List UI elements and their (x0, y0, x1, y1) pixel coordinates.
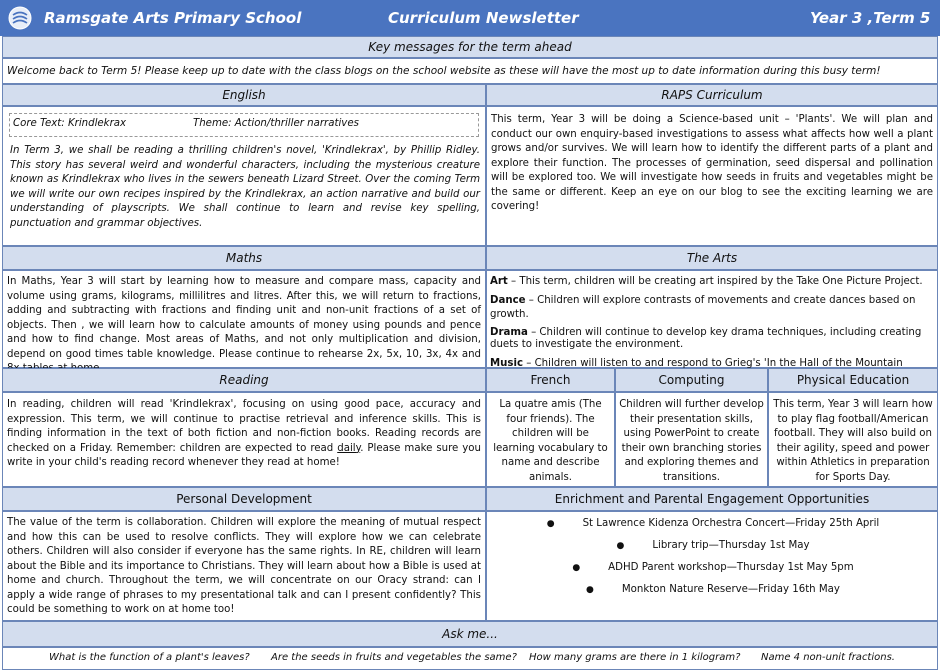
school-logo-icon (8, 6, 32, 30)
ask-me-questions (2, 647, 938, 670)
french-body: La quatre amis (The four friends). The children will be learning vocabulary to name and describe animals. (486, 392, 615, 487)
arts-item-art: Art – This term, children will be creating art inspired by the Take One Picture Project. (490, 276, 923, 287)
arts-item-drama: Drama – Children will continue to develop key drama techniques, including creating duets to investigate the environment. (490, 326, 922, 350)
english-body: In Term 3, we shall be reading a thrilling children's novel, 'Krindlekrax', by Phillip Ridley. This story has several weird and wonderful characters, including the mysterious creature known as Krindlekrax who lives in the sewers beneath Lizard Street. Over the coming Term we will write our own recipes inspired by the Krindlekrax, an action narrative and build our understanding of playscripts. We shall continue to learn and revise key spelling, punctuation and grammar objectives. (10, 145, 480, 229)
maths-body: In Maths, Year 3 will start by learning how to measure and compare mass, capacity and volume using grams, kilograms, millilitres and litres. After this, we will return to fractions, adding and subtracting with fractions and finding unit and non-unit fractions of a set of objects. Then , we will learn how to calculate amounts of money using pounds and pence and how to find change. Most areas of Maths, and not only multiplication and division, depend on good times table knowledge. Please continue to rehearse 2x, 5x, 10, 3x, 4x and (2, 270, 486, 368)
enrichment-item: ● Library trip—Thursday 1st May (487, 539, 939, 554)
key-messages-text: Welcome back to Term 5! Please keep up to date with the class blogs on the school website as these will have the most up to date information during this busy term! (2, 58, 938, 84)
bullet-icon: ● (616, 541, 625, 551)
ask-question: Are the seeds in fruits and vegetables the same? (271, 652, 517, 663)
school-name: Ramsgate Arts Primary School (44, 9, 302, 27)
arts-section (486, 270, 938, 368)
newsletter-title: Curriculum Newsletter (388, 9, 579, 27)
arts-heading-text: The Arts (686, 251, 738, 265)
header-bar (0, 0, 940, 36)
bullet-icon: ● (586, 585, 594, 595)
french-heading: French (486, 368, 615, 392)
english-heading: English (2, 84, 486, 106)
pe-heading: Physical Education (768, 368, 938, 392)
personal-body: The value of the term is collaboration. Children will explore the meaning of mutual respect and how this can be used to resolve conflicts. They will explore how we can celebrate others. Children will also consider if everyone has the same rights. In RE, children will learn about the Bible and its importance to Christians. They will learn about how a Bible is used at home and church. Throughout the term, we will concentrate on our Oracy strand: can I apply a wide range of phrases to my presentational talk and can I present confidently? This could be something to work on at home too! (2, 511, 486, 621)
reading-heading: Reading (2, 368, 486, 392)
maths-heading (2, 246, 486, 270)
computing-heading: Computing (615, 368, 768, 392)
enrichment-item: ● Monkton Nature Reserve—Friday 16th May (487, 583, 939, 598)
raps-body: This term, Year 3 will be doing a Science-based unit – 'Plants'. We will plan and conduct our own enquiry-based investigations to assess what affects how well a plant grows and/or survives. We will learn how to identify the different parts of a plant and explore their function. The processes of germination, seed dispersal and pollination will be explored too. We will investigate how seeds in fruits and vegetables might be the same or different. Keep an eye on our blog to see the exciting learning we are covering! (486, 106, 938, 246)
ask-question: How many grams are there in 1 kilogram? (529, 652, 741, 663)
enrichment-section (486, 511, 938, 621)
reading-body: In reading, children will read 'Krindlekrax', focusing on using good pace, accuracy and expression. This term, we will continue to practise retrieval and inference skills. This is finding information in the text of both fiction and non-fiction books. Reading records are checked on a Friday. Remember: children are expected to read daily. Please make sure you write in your child's reading record whenever they read at home! (2, 392, 486, 487)
pe-body: This term, Year 3 will learn how to play flag football/American football. They will also build on their agility, speed and power within Athletics in preparation for Sports Day. (768, 392, 938, 487)
raps-heading: RAPS Curriculum (486, 84, 938, 106)
term-label: Year 3 ,Term 5 (810, 9, 931, 27)
bullet-icon: ● (546, 519, 555, 529)
english-theme: Theme: Action/thriller narratives (193, 118, 359, 129)
enrichment-item: ● ADHD Parent workshop—Thursday 1st May 5pm (487, 561, 939, 576)
personal-heading: Personal Development (2, 487, 486, 511)
enrichment-item: ● St Lawrence Kidenza Orchestra Concert—Friday 25th April (487, 517, 939, 532)
bullet-icon: ● (572, 563, 581, 573)
ask-question: What is the function of a plant's leaves? (49, 652, 250, 663)
arts-item-dance: Dance – Children will explore contrasts of movements and create dances based on growth. (490, 294, 916, 320)
arts-item-music: Music – Children will listen to and respond to Grieg's 'In the Hall of the Mountain (490, 357, 903, 369)
english-section (2, 106, 486, 246)
computing-body: Children will further develop their presentation skills, using PowerPoint to create their own branching stories and exploring themes and transitions. (615, 392, 768, 487)
key-messages-heading: Key messages for the term ahead (2, 36, 938, 58)
arts-heading (486, 246, 938, 270)
maths-heading-text: Maths (225, 251, 263, 265)
ask-question: Name 4 non-unit fractions. (761, 652, 895, 663)
ask-me-heading: Ask me... (2, 621, 938, 647)
enrichment-heading: Enrichment and Parental Engagement Opportunities (486, 487, 938, 511)
core-text: Core Text: Krindlekrax (13, 118, 127, 129)
